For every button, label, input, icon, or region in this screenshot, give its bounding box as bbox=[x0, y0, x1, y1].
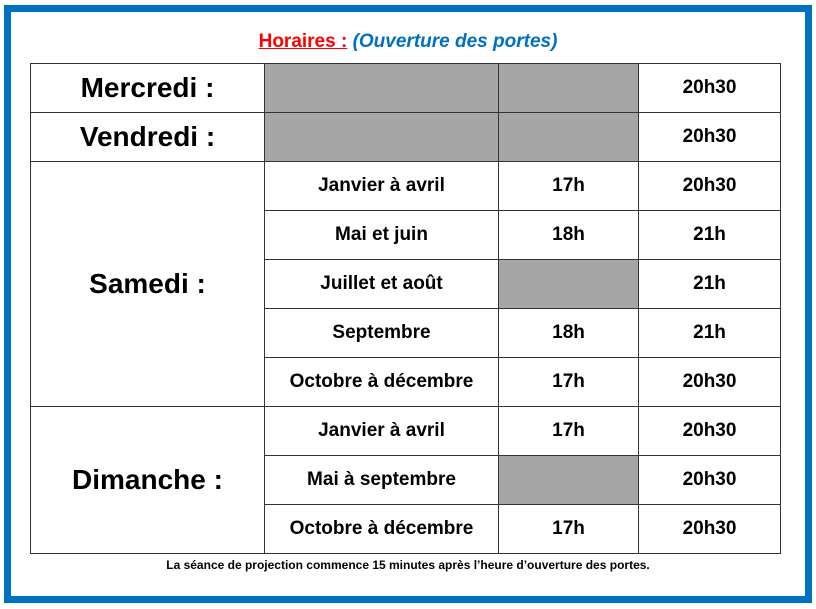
table-row bbox=[31, 407, 781, 456]
time-cell: 21h bbox=[639, 309, 781, 358]
time-cell: 17h bbox=[499, 407, 639, 456]
empty-cell bbox=[499, 260, 639, 309]
empty-cell bbox=[265, 64, 499, 113]
empty-cell bbox=[499, 64, 639, 113]
day-cell: Vendredi : bbox=[31, 113, 265, 162]
schedule-table bbox=[30, 63, 781, 554]
title-label: Horaires : bbox=[258, 31, 348, 52]
time-cell: 17h bbox=[499, 505, 639, 554]
period-cell: Mai à septembre bbox=[265, 456, 499, 505]
period-cell: Octobre à décembre bbox=[265, 358, 499, 407]
period-cell: Septembre bbox=[265, 309, 499, 358]
day-cell: Mercredi : bbox=[31, 64, 265, 113]
period-cell: Janvier à avril bbox=[265, 162, 499, 211]
time-cell: 20h30 bbox=[639, 505, 781, 554]
page-title bbox=[0, 31, 816, 53]
title-subtitle: (Ouverture des portes) bbox=[352, 31, 558, 52]
empty-cell bbox=[499, 456, 639, 505]
table-row bbox=[31, 113, 781, 162]
table-row bbox=[31, 64, 781, 113]
time-cell: 21h bbox=[639, 211, 781, 260]
table-row bbox=[31, 162, 781, 211]
period-cell: Juillet et août bbox=[265, 260, 499, 309]
empty-cell bbox=[499, 113, 639, 162]
empty-cell bbox=[265, 113, 499, 162]
period-cell: Mai et juin bbox=[265, 211, 499, 260]
time-cell: 18h bbox=[499, 211, 639, 260]
period-cell: Octobre à décembre bbox=[265, 505, 499, 554]
time-cell: 20h30 bbox=[639, 113, 781, 162]
time-cell: 17h bbox=[499, 358, 639, 407]
day-cell: Samedi : bbox=[31, 162, 265, 407]
footnote: La séance de projection commence 15 minutes après l’heure d’ouverture des portes. bbox=[166, 558, 650, 572]
time-cell: 17h bbox=[499, 162, 639, 211]
time-cell: 20h30 bbox=[639, 64, 781, 113]
period-cell: Janvier à avril bbox=[265, 407, 499, 456]
time-cell: 21h bbox=[639, 260, 781, 309]
time-cell: 20h30 bbox=[639, 456, 781, 505]
time-cell: 18h bbox=[499, 309, 639, 358]
day-cell: Dimanche : bbox=[31, 407, 265, 554]
time-cell: 20h30 bbox=[639, 358, 781, 407]
time-cell: 20h30 bbox=[639, 162, 781, 211]
time-cell: 20h30 bbox=[639, 407, 781, 456]
